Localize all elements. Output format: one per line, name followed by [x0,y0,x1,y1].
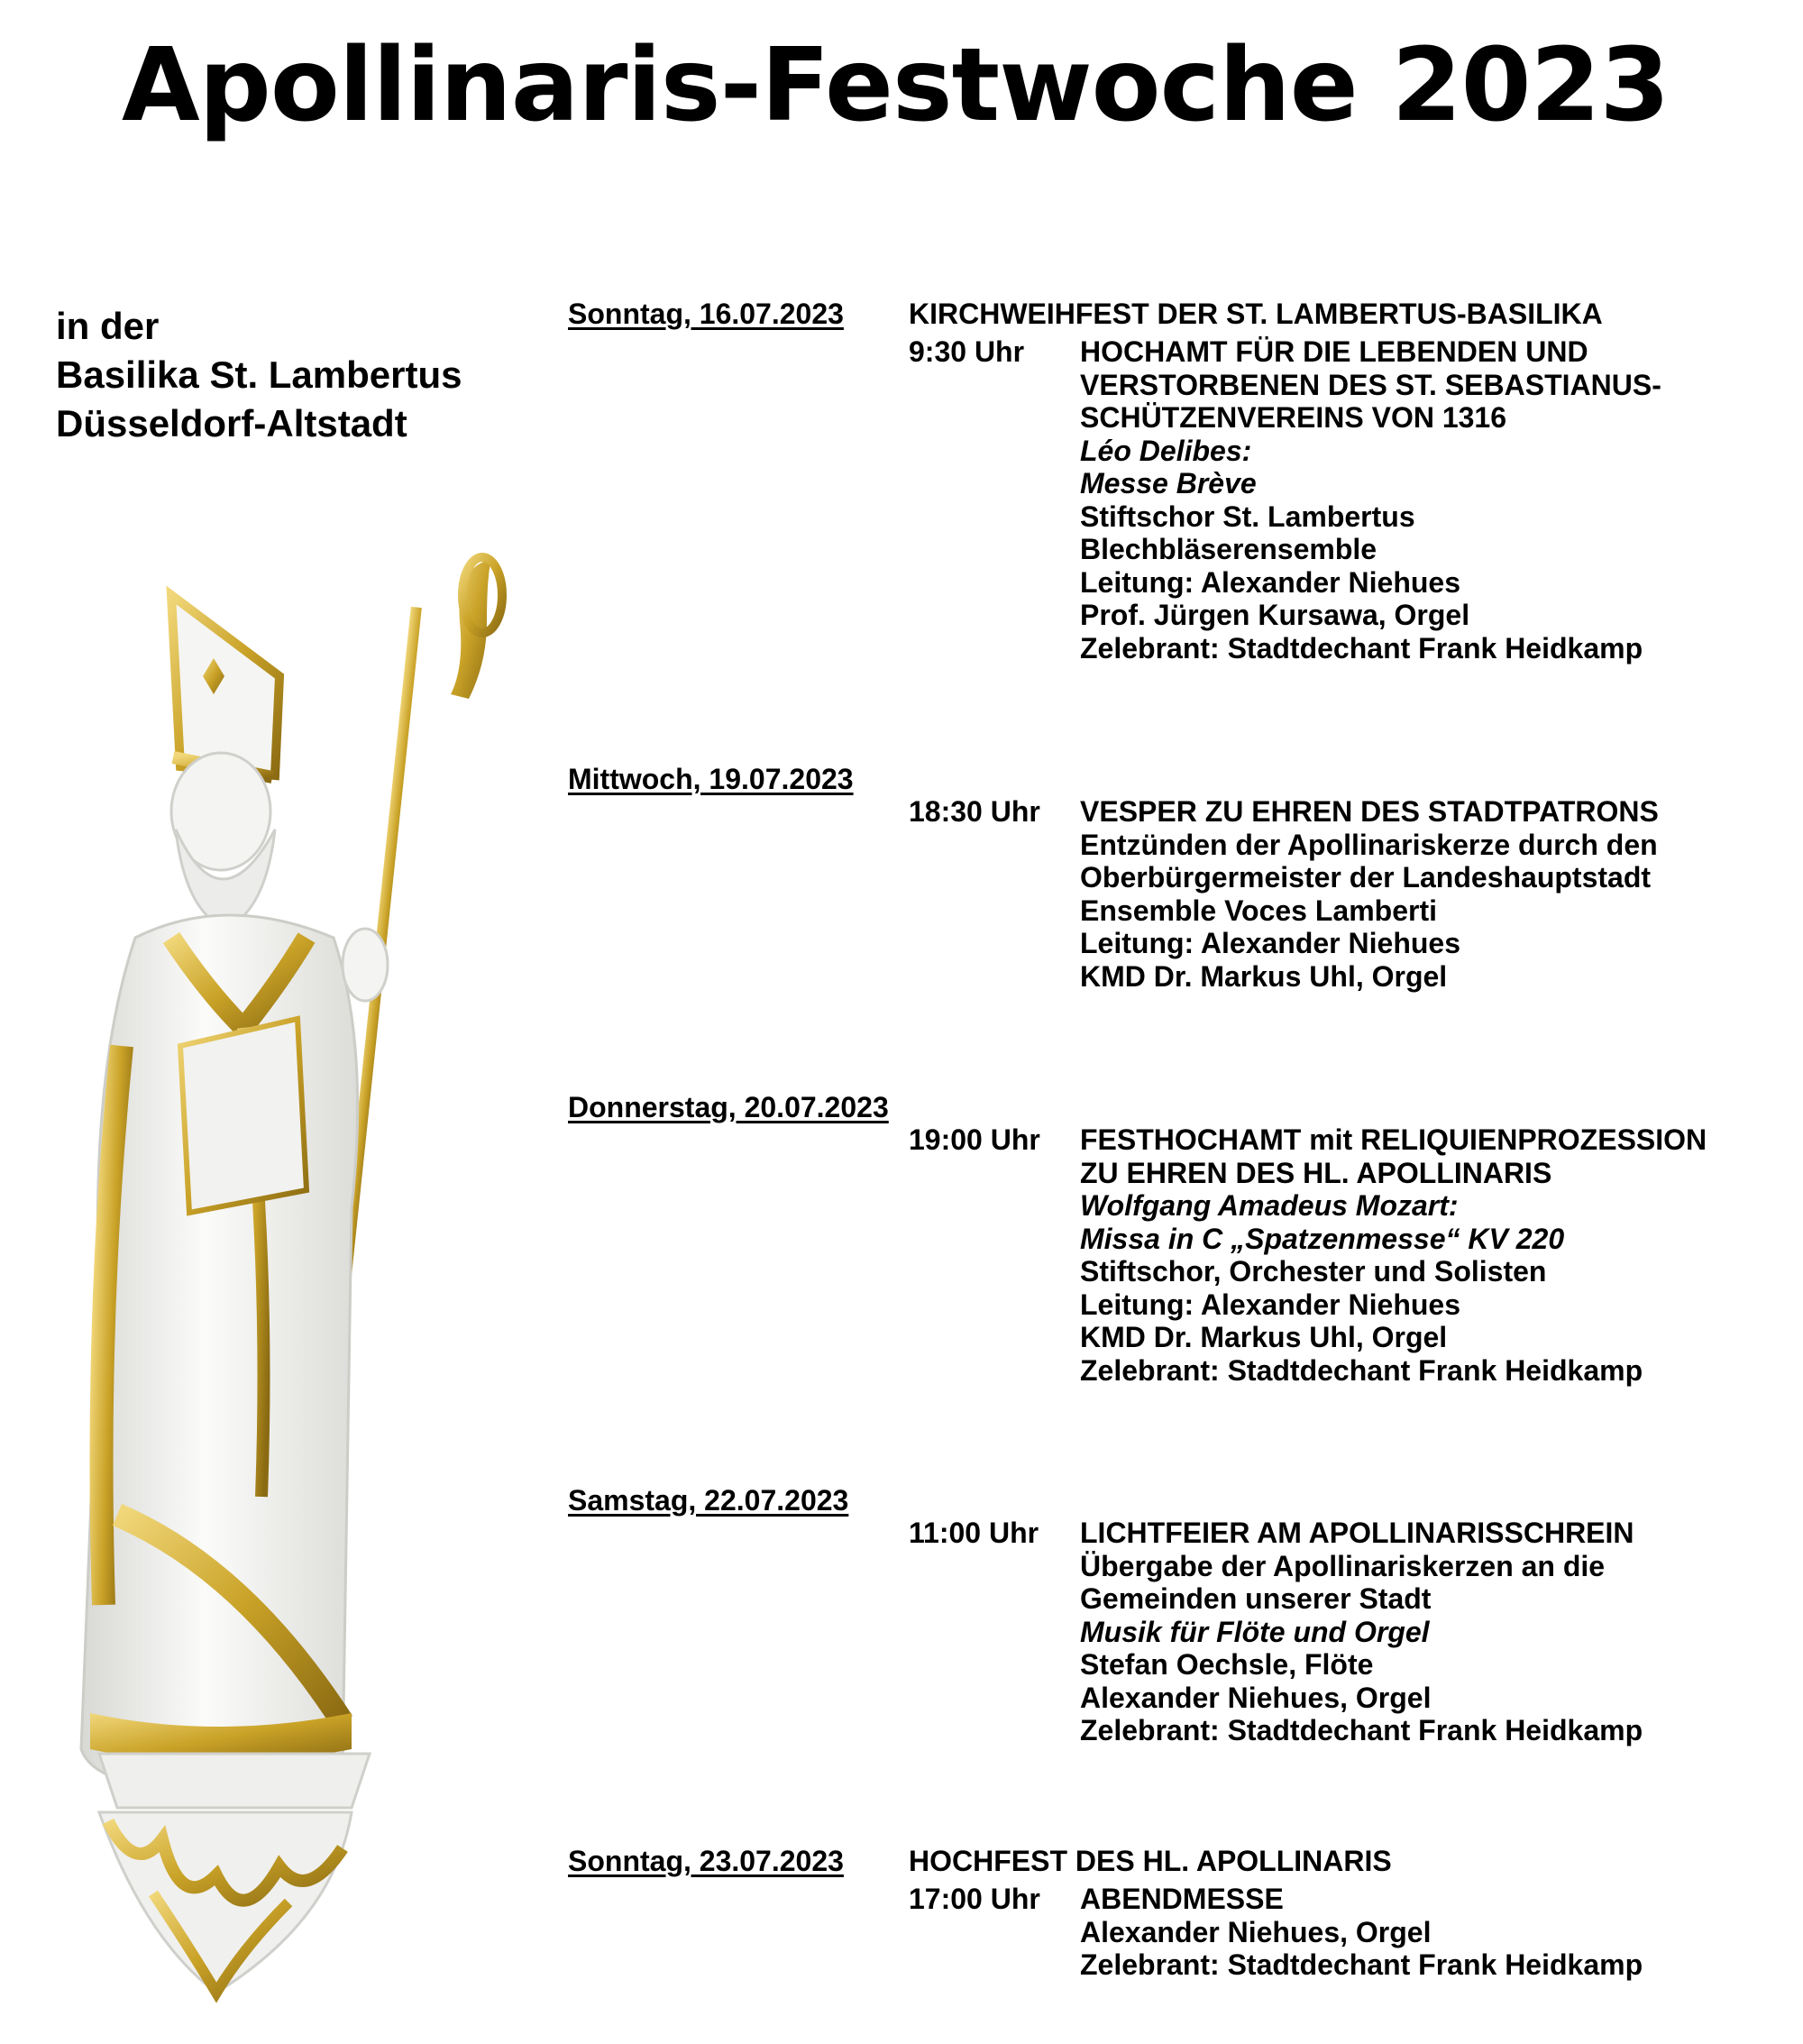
detail-line: LICHTFEIER AM APOLLINARISSCHREIN [1080,1517,1634,1549]
detail-line: KMD Dr. Markus Uhl, Orgel [1080,959,1448,993]
location-line-1: in der [56,305,160,347]
detail-line-italic: Léo Delibes: [1080,434,1252,467]
page-title: Apollinaris-Festwoche 2023 [122,27,1670,144]
detail-line-italic: Missa in C „Spatzenmesse“ KV 220 [1080,1222,1565,1255]
event-details [1080,1517,1643,1747]
event-date: Mittwoch, 19.07.2023 [568,763,854,795]
detail-line: Gemeinden unserer Stadt [1080,1582,1432,1615]
detail-line: Stefan Oechsle, Flöte [1080,1648,1374,1681]
detail-line: Blechbläserensemble [1080,533,1377,565]
event-details [1080,335,1661,665]
location-block [56,302,462,448]
detail-line-italic: Musik für Flöte und Orgel [1080,1615,1430,1648]
detail-line: Alexander Niehues, Orgel [1080,1681,1432,1714]
detail-line-italic: Messe Brève [1080,467,1257,500]
detail-line: VERSTORBENEN DES ST. SEBASTIANUS- [1080,368,1661,401]
location-line-2: Basilika St. Lambertus [56,353,462,396]
location-line-3: Düsseldorf-Altstadt [56,402,407,445]
detail-line: Stiftschor St. Lambertus [1080,500,1415,533]
event-time: 11:00 Uhr [909,1517,1039,1549]
event-details [1080,1123,1707,1387]
event-details [1080,795,1659,993]
event-time: 9:30 Uhr [909,335,1025,368]
detail-line: Leitung: Alexander Niehues [1080,565,1460,599]
detail-line: Zelebrant: Stadtdechant Frank Heidkamp [1080,1353,1643,1387]
detail-line: Alexander Niehues, Orgel [1080,1915,1432,1948]
detail-line: ABENDMESSE [1080,1883,1284,1915]
event-time: 18:30 Uhr [909,795,1040,828]
event-time: 19:00 Uhr [909,1123,1040,1156]
detail-line: Leitung: Alexander Niehues [1080,927,1460,959]
event-heading: KIRCHWEIHFEST DER ST. LAMBERTUS-BASILIKA [909,298,1603,330]
detail-line: Oberbürgermeister der Landeshauptstadt [1080,861,1652,894]
event-date: Sonntag, 16.07.2023 [568,298,844,330]
event-details [1080,1883,1643,1982]
event-date: Sonntag, 23.07.2023 [568,1845,844,1877]
detail-line: Ensemble Voces Lamberti [1080,894,1437,927]
detail-line: Zelebrant: Stadtdechant Frank Heidkamp [1080,1714,1643,1746]
event-date: Donnerstag, 20.07.2023 [568,1091,889,1123]
detail-line: Übergabe der Apollinariskerzen an die [1080,1549,1606,1582]
event-heading: HOCHFEST DES HL. APOLLINARIS [909,1845,1392,1877]
event-time: 17:00 Uhr [909,1883,1040,1915]
saint-statue-icon [36,541,541,2011]
detail-line: HOCHAMT FÜR DIE LEBENDEN UND [1080,335,1588,368]
detail-line: Entzünden der Apollinariskerze durch den [1080,828,1658,861]
detail-line: Leitung: Alexander Niehues [1080,1288,1460,1321]
detail-line: SCHÜTZENVEREINS VON 1316 [1080,401,1507,434]
detail-line: FESTHOCHAMT mit RELIQUIENPROZESSION [1080,1123,1707,1156]
event-date: Samstag, 22.07.2023 [568,1484,849,1517]
detail-line: KMD Dr. Markus Uhl, Orgel [1080,1321,1448,1353]
detail-line-italic: Wolfgang Amadeus Mozart: [1080,1189,1459,1222]
detail-line: Stiftschor, Orchester und Solisten [1080,1255,1547,1288]
detail-line: Zelebrant: Stadtdechant Frank Heidkamp [1080,1948,1643,1981]
detail-line: ZU EHREN DES HL. APOLLINARIS [1080,1156,1552,1189]
detail-line: VESPER ZU EHREN DES STADTPATRONS [1080,795,1659,828]
detail-line: Zelebrant: Stadtdechant Frank Heidkamp [1080,631,1643,665]
detail-line: Prof. Jürgen Kursawa, Orgel [1080,599,1470,631]
